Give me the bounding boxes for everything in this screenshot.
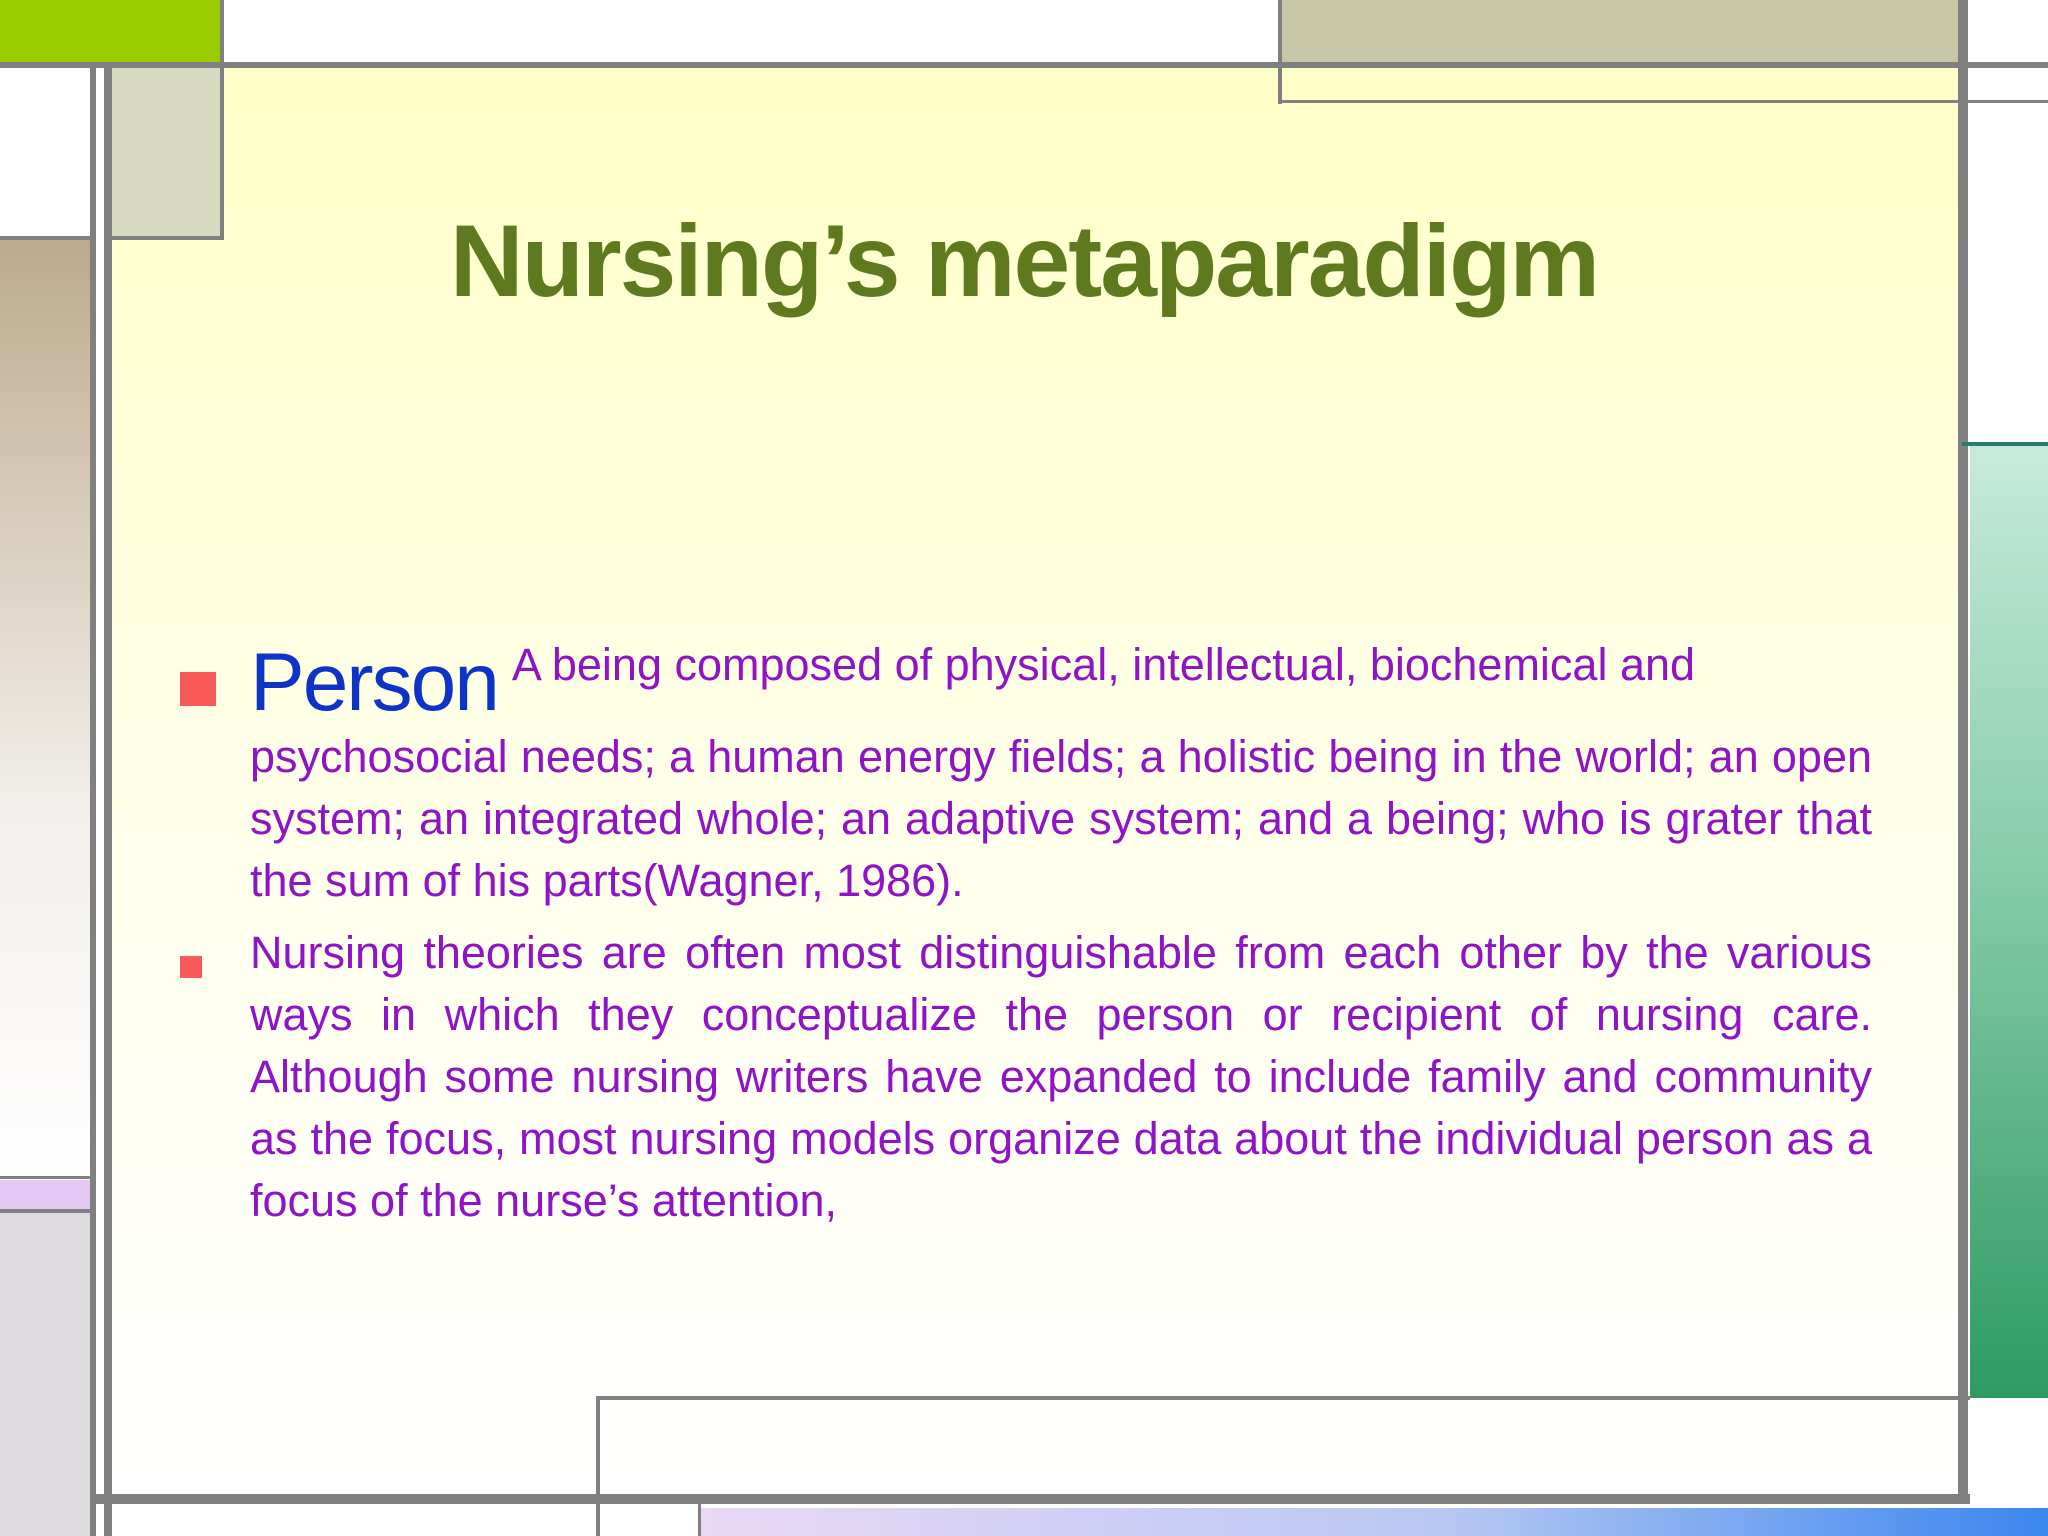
frame-line-sage-right (220, 0, 224, 240)
bullet-marker-1 (180, 672, 216, 706)
bullet-text-theories: Nursing theories are often most distinguishable from each other by the various ways in which they conceptualize the person or recipient of nursing care. Although some nursing writers have expanded to include family and community as the focus, most nursing models organize data about the individual person as a focus of the nurse’s attention, (250, 927, 1872, 1226)
frame-line-bottom-box-top (596, 1396, 1970, 1400)
slide-body (250, 637, 1872, 1232)
frame-line-bottom-box-left (596, 1396, 600, 1536)
decor-khaki-block (1282, 0, 1958, 66)
frame-line-lavender-bottom (0, 1209, 96, 1213)
decor-lime-block (0, 0, 222, 66)
frame-line-top (0, 62, 2048, 68)
decor-left-lavender (0, 1180, 94, 1210)
frame-line-bottom-bar-left (698, 1504, 701, 1536)
decor-bottom-gradient (700, 1508, 2048, 1536)
frame-line-khaki-bottom (1278, 100, 2048, 103)
bullet-term-person: Person (250, 637, 498, 728)
bullet-item-person (250, 637, 1872, 912)
frame-line-bottom (94, 1494, 1970, 1504)
frame-line-khaki-left (1278, 0, 1282, 104)
decor-right-green (1970, 446, 2048, 1398)
bullet-lead-text: A being composed of physical, intellectual, biochemical and (511, 639, 1696, 690)
decor-left-gradient (0, 240, 94, 1178)
frame-line-lavender-top (0, 1176, 96, 1179)
bullet-marker-2 (180, 956, 202, 978)
slide-title: Nursing’s metaparadigm (449, 204, 1599, 318)
decor-left-grey (0, 1212, 94, 1536)
bullet-item-theories (250, 922, 1872, 1232)
bullet-text-person: psychosocial needs; a human energy fields; a holistic being in the world; an open system; an integrated whole; an adaptive system; and a being; who is grater that the sum of his parts(Wagner, 1986). (250, 731, 1872, 906)
frame-line-right-teal (1962, 442, 2048, 446)
